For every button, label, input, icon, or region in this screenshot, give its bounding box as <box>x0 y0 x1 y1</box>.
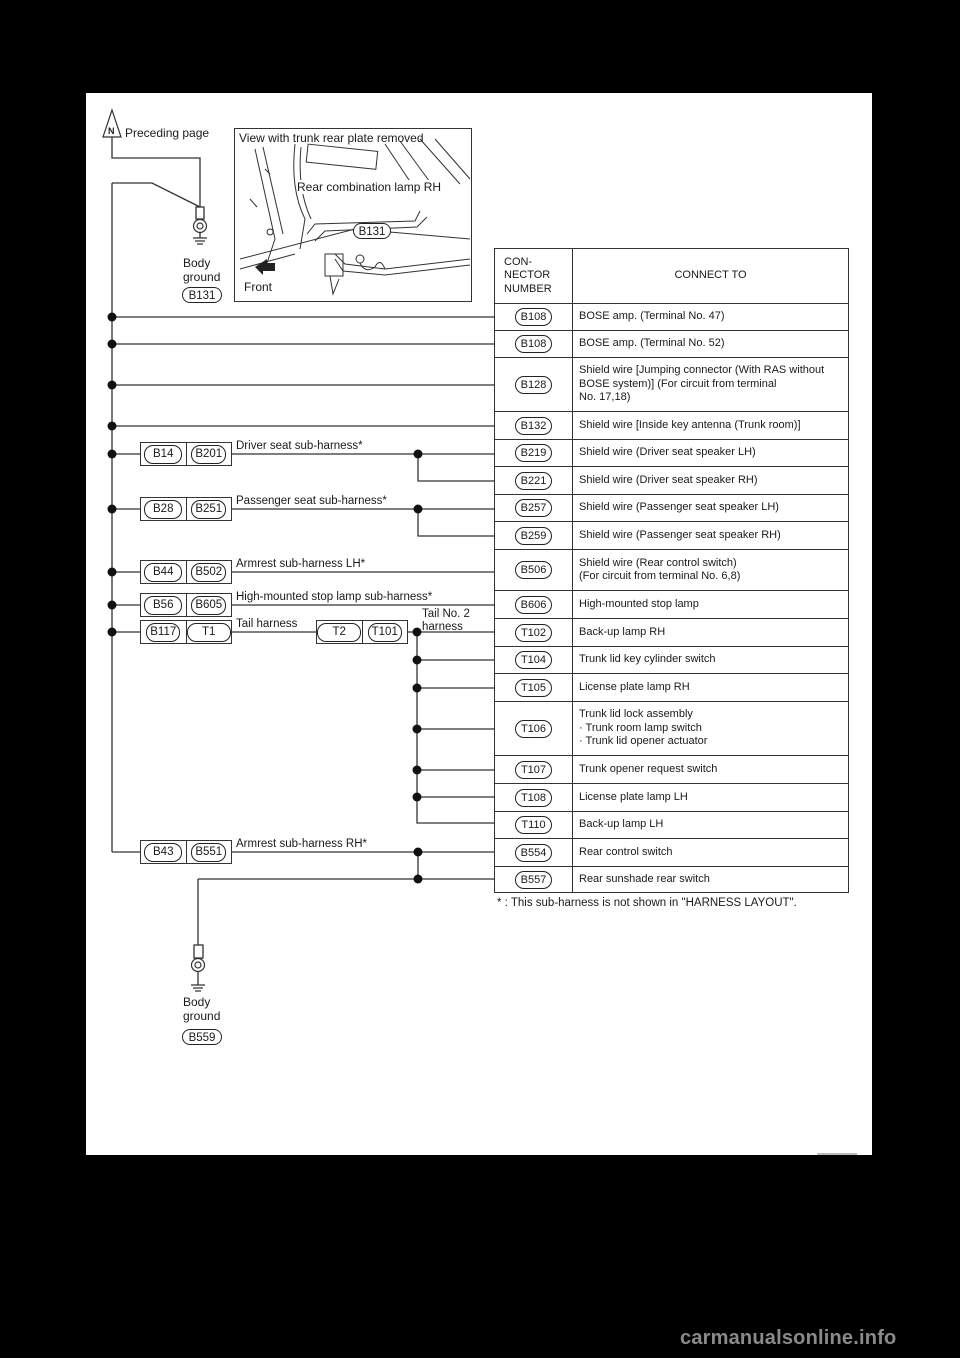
connector-pair-b14-b201 <box>140 442 232 466</box>
footnote: * : This sub-harness is not shown in "HARNESS LAYOUT". <box>497 897 797 909</box>
ground-b559-label-1: Body <box>183 995 211 1009</box>
ground-b131-connector: B131 <box>182 287 222 303</box>
connect-to-text: Rear control switch <box>579 845 673 858</box>
connector-number: B259 <box>515 527 553 545</box>
ground-b559-label-2: ground <box>183 1009 221 1023</box>
b131-callout: B131 <box>353 223 391 239</box>
armrest-lh-harness-label: Armrest sub-harness LH* <box>236 558 366 570</box>
connector-cell <box>495 331 573 358</box>
lamp-callout: Rear combination lamp RH <box>297 180 442 194</box>
passenger-seat-harness-label: Passenger seat sub-harness* <box>236 495 387 507</box>
connector-cell <box>495 647 573 674</box>
connect-to-text: Shield wire (Driver seat speaker LH) <box>579 446 756 459</box>
ground-b131-label-1: Body <box>183 256 211 270</box>
connect-to-cell <box>573 619 849 647</box>
connect-to-cell <box>573 784 849 812</box>
connector-cell <box>495 358 573 412</box>
connector-number: B557 <box>515 871 553 889</box>
connect-to-cell <box>573 867 849 893</box>
table-row <box>495 839 849 867</box>
table-row <box>495 550 849 591</box>
tail-harness-label: Tail harness <box>236 618 298 630</box>
connector-b502: B502 <box>191 563 226 582</box>
connector-pair-t2-t101 <box>316 620 408 644</box>
connect-to-cell <box>573 522 849 550</box>
connector-cell <box>495 495 573 522</box>
connect-to-text: Shield wire [Inside key antenna (Trunk room)] <box>579 418 801 431</box>
connector-b201: B201 <box>191 445 226 464</box>
table-row <box>495 331 849 358</box>
connect-to-text: Shield wire (Passenger seat speaker LH) <box>579 501 779 514</box>
driver-seat-harness-label: Driver seat sub-harness* <box>236 440 363 452</box>
table-row <box>495 358 849 412</box>
connect-to-text: Shield wire (Driver seat speaker RH) <box>579 473 758 486</box>
connect-to-cell <box>573 756 849 784</box>
table-row <box>495 304 849 331</box>
front-label: Front <box>244 280 273 294</box>
figure-code <box>817 1153 857 1155</box>
connector-number: B221 <box>515 472 553 490</box>
connector-cell <box>495 412 573 440</box>
connector-cell <box>495 591 573 619</box>
connect-to-text: BOSE system)] (For circuit from terminal <box>579 377 777 390</box>
connect-to-cell <box>573 358 849 412</box>
connect-to-text: No. 17,18) <box>579 391 631 404</box>
connect-to-text: Rear sunshade rear switch <box>579 872 710 885</box>
connector-number: B108 <box>515 335 553 353</box>
connect-to-text: Trunk lid lock assembly <box>579 708 693 721</box>
connect-to-cell <box>573 647 849 674</box>
connector-b551: B551 <box>191 843 226 862</box>
table-row <box>495 784 849 812</box>
connect-to-text: · Trunk room lamp switch <box>579 721 702 734</box>
inset-title: View with trunk rear plate removed <box>239 131 424 145</box>
connector-number: B554 <box>515 844 553 862</box>
connector-number: B132 <box>515 417 553 435</box>
ground-b131-label-2: ground <box>183 270 221 284</box>
connector-cell <box>495 867 573 893</box>
connect-to-cell <box>573 550 849 591</box>
connect-to-text: License plate lamp RH <box>579 680 690 693</box>
connector-pair-b28-b251 <box>140 497 232 521</box>
connect-to-cell <box>573 702 849 756</box>
watermark[interactable]: carmanualsonline.info <box>680 1327 897 1349</box>
table-row <box>495 756 849 784</box>
table-row <box>495 440 849 467</box>
table-row <box>495 647 849 674</box>
table-row <box>495 412 849 440</box>
connect-to-text: Back-up lamp LH <box>579 818 664 831</box>
connector-b605: B605 <box>191 596 226 615</box>
connector-pair-b44-b502 <box>140 560 232 584</box>
connect-to-cell <box>573 839 849 867</box>
table-row <box>495 591 849 619</box>
connector-pair-b43-b551 <box>140 840 232 864</box>
connector-pair-b56-b605 <box>140 593 232 617</box>
connector-cell <box>495 467 573 495</box>
connect-to-text: (For circuit from terminal No. 6,8) <box>579 570 741 582</box>
connect-to-cell <box>573 304 849 331</box>
connect-to-cell <box>573 812 849 839</box>
preceding-page-label[interactable]: Preceding page <box>125 126 210 140</box>
connect-to-text: Trunk lid key cylinder switch <box>579 653 716 666</box>
ground-b559-connector: B559 <box>182 1029 222 1045</box>
connector-number: T106 <box>515 720 552 738</box>
connector-cell <box>495 440 573 467</box>
connector-b14: B14 <box>144 445 182 464</box>
connector-cell <box>495 619 573 647</box>
connect-to-cell <box>573 440 849 467</box>
front-arrow-icon <box>255 259 275 275</box>
connect-to-text: · Trunk lid opener actuator <box>579 735 708 748</box>
connect-to-text: Shield wire (Rear control switch) <box>579 556 737 569</box>
tail-no2-harness-label-2: harness <box>422 621 463 633</box>
connect-to-cell <box>573 331 849 358</box>
tail-no2-harness-label-1: Tail No. 2 <box>422 608 470 620</box>
connect-to-text: Shield wire (Passenger seat speaker RH) <box>579 528 781 541</box>
connector-number: B108 <box>515 308 553 326</box>
connect-to-text: BOSE amp. (Terminal No. 47) <box>579 310 725 323</box>
connect-to-text: Trunk opener request switch <box>579 762 718 775</box>
connector-cell <box>495 304 573 331</box>
connect-to-text: High-mounted stop lamp <box>579 597 699 610</box>
connector-cell <box>495 756 573 784</box>
connector-cell <box>495 522 573 550</box>
connector-number: T104 <box>515 651 552 669</box>
connector-number: T108 <box>515 789 552 807</box>
connector-pair-b117-t1 <box>140 620 232 644</box>
connector-number: B257 <box>515 499 553 517</box>
connector-number: T102 <box>515 624 552 642</box>
connect-to-cell <box>573 591 849 619</box>
connector-b56: B56 <box>144 596 182 615</box>
connector-cell <box>495 702 573 756</box>
connector-cell <box>495 674 573 702</box>
table-row <box>495 812 849 839</box>
connector-cell <box>495 839 573 867</box>
connect-to-text: Shield wire [Jumping connector (With RAS without <box>579 364 825 377</box>
armrest-rh-harness-label: Armrest sub-harness RH* <box>236 838 368 850</box>
connect-to-text: Back-up lamp RH <box>579 625 666 638</box>
trunk-illustration <box>234 128 472 302</box>
connect-to-cell <box>573 674 849 702</box>
table-row <box>495 619 849 647</box>
header-connector-number: CON- NECTOR NUMBER <box>495 249 573 304</box>
connector-t2: T2 <box>317 623 361 642</box>
table-row <box>495 495 849 522</box>
connector-b28: B28 <box>144 500 182 519</box>
table-header <box>495 249 849 304</box>
connect-to-cell <box>573 495 849 522</box>
table-row <box>495 674 849 702</box>
table-row <box>495 467 849 495</box>
connector-t101: T101 <box>368 623 402 642</box>
stop-lamp-harness-label: High-mounted stop lamp sub-harness* <box>236 591 433 603</box>
connector-t1: T1 <box>187 623 231 642</box>
connector-table <box>494 248 849 893</box>
connector-number: T107 <box>515 761 552 779</box>
connector-b44: B44 <box>144 563 182 582</box>
connector-number: T110 <box>515 816 551 834</box>
connector-number: B606 <box>515 596 553 614</box>
connect-to-text: BOSE amp. (Terminal No. 52) <box>579 337 725 350</box>
connect-to-cell <box>573 467 849 495</box>
header-connect-to: CONNECT TO <box>573 249 849 304</box>
connector-number: B506 <box>515 561 553 579</box>
preceding-page-marker: N <box>108 126 115 136</box>
connector-number: B219 <box>515 444 553 462</box>
connect-to-text: License plate lamp LH <box>579 790 688 803</box>
connect-to-cell <box>573 412 849 440</box>
connector-cell <box>495 550 573 591</box>
table-row <box>495 867 849 893</box>
table-row <box>495 522 849 550</box>
connector-cell <box>495 784 573 812</box>
connector-b43: B43 <box>144 843 182 862</box>
table-row <box>495 702 849 756</box>
connector-b251: B251 <box>191 500 226 519</box>
trunk-rear-plate-drawing <box>235 129 472 302</box>
connector-number: B128 <box>515 376 553 394</box>
connector-b117: B117 <box>146 623 180 642</box>
connector-number: T105 <box>515 679 552 697</box>
connector-cell <box>495 812 573 839</box>
